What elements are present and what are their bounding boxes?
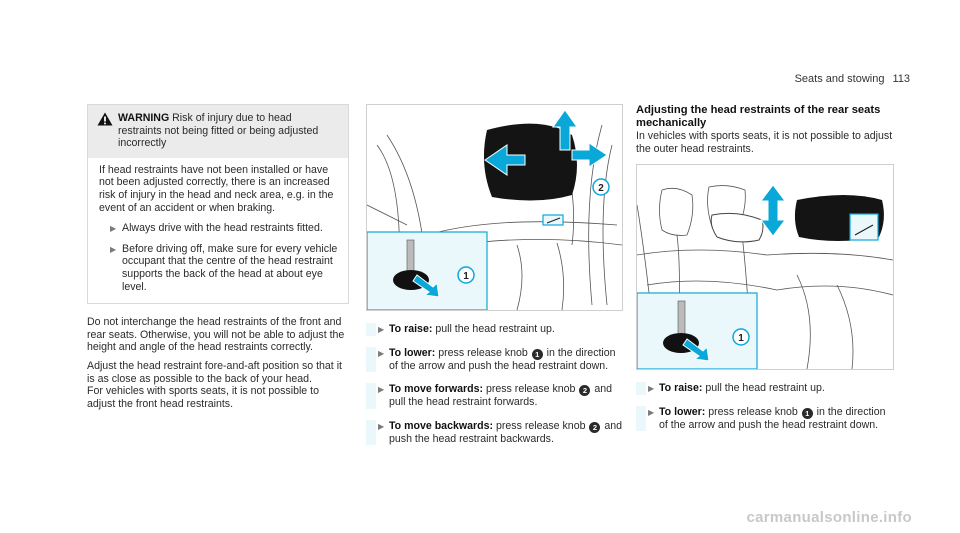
step-backwards: ▶ To move backwards: press release knob 2 and push the head restraint backwards. (366, 420, 623, 446)
front-steps (366, 323, 623, 445)
paragraph: Do not interchange the head restraints of the front and rear seats. Otherwise, you will not be able to adjust the height and angle of the head restraints correctly. (87, 316, 345, 354)
rear-head-restraint-figure (636, 164, 894, 370)
play-arrow-icon: ▶ (648, 407, 655, 417)
warning-box (87, 104, 349, 304)
paragraph: For vehicles with sports seats, it is not possible to adjust the front head restraints. (87, 385, 319, 410)
page-header (795, 73, 910, 85)
warning-label: WARNING (118, 112, 170, 124)
play-arrow-icon: ▶ (110, 244, 117, 254)
column-middle (366, 104, 623, 445)
warning-text: If head restraints have not been installed or have not been adjusted correctly, there is an increased risk of injury in the head and neck area, e.g. in the event of an accident or when braking. (99, 163, 334, 214)
knob-2-badge: 2 (579, 385, 590, 396)
column-right (636, 104, 895, 431)
knob-1-badge: 1 (802, 408, 813, 419)
knob-1-badge: 1 (532, 349, 543, 360)
play-arrow-icon: ▶ (648, 384, 655, 394)
play-arrow-icon: ▶ (378, 421, 385, 431)
step-forwards: ▶ To move forwards: press release knob 2 and pull the head restraint forwards. (366, 383, 623, 409)
step-lower: ▶ To lower: press release knob 1 in the direction of the arrow and push the head restraint down. (636, 406, 895, 432)
play-arrow-icon: ▶ (378, 325, 385, 334)
callout-1: 1 (738, 333, 744, 345)
step-lower: ▶ To lower: press release knob 1 in the direction of the arrow and push the head restraint down. (366, 347, 623, 373)
watermark: carmanualsonline.info (746, 509, 912, 526)
column-left (87, 104, 349, 410)
front-seat-illustration (367, 105, 622, 310)
callout-2: 2 (598, 183, 604, 194)
play-arrow-icon: ▶ (378, 348, 385, 358)
paragraph: Adjust the head restraint fore-and-aft position so that it is as close as possible to the back of your head. (87, 359, 342, 385)
step-raise: ▶ To raise: pull the head restraint up. (636, 382, 895, 395)
section-title: Seats and stowing (794, 73, 885, 85)
warning-body (88, 158, 348, 303)
rear-seat-illustration (637, 165, 893, 369)
warning-header (88, 105, 348, 158)
warning-triangle-icon (97, 112, 113, 126)
warning-title: Risk of injury due to head restraints not being fitted or being adjusted incorrectly (118, 112, 319, 150)
rear-intro: In vehicles with sports seats, it is not possible to adjust the outer head restraints. (636, 130, 893, 155)
warning-bullet: ▶ Before driving off, make sure for every vehicle occupant that the centre of the head restraint supports the back of the head at about eye level. (110, 242, 338, 293)
play-arrow-icon: ▶ (110, 224, 117, 234)
callout-1: 1 (463, 271, 469, 282)
rear-section-title: Adjusting the head restraints of the rear seats mechanically (636, 104, 881, 129)
page-number: 113 (892, 73, 910, 85)
rear-steps (636, 382, 895, 431)
front-head-restraint-figure (366, 104, 623, 311)
knob-2-badge: 2 (589, 422, 600, 433)
warning-bullet: ▶ Always drive with the head restraints fitted. (110, 222, 323, 235)
step-raise: ▶ To raise: pull the head restraint up. (366, 323, 623, 336)
play-arrow-icon: ▶ (378, 385, 385, 395)
